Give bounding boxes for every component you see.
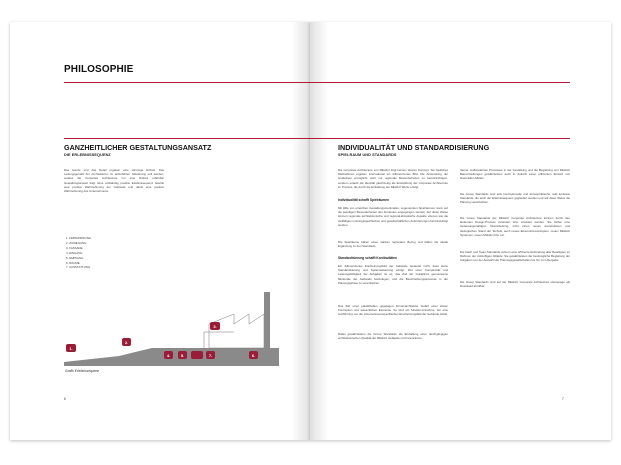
svg-text:2.: 2. [124,339,129,345]
right-page [310,22,611,440]
left-heading: GANZHEITLICHER GESTALTUNGSANSATZ [64,143,212,152]
marker-6 [249,351,258,359]
col1-p3: Die Spielräume haben einen starken regionalen Bezug und bilden die ideale Ergänzung zu den Standards. [338,240,448,249]
svg-text:4.: 4. [166,352,171,358]
col1-p2: Mit Hilfe von erreichten Gestaltungsmerkmalen, sogenannten Spielräumen, kann auf die jeweiligen Besonderheiten des Kontextes eingegangen werden. Auf diese Weise können regionale architektonische und regional-klimatische Aspekte ebenso wie die vielfältigen nutzungsspezifischen und gesellschaftlichen Anforderungen berücksichtigt werden. [338,206,448,227]
svg-text:7.: 7. [208,352,213,358]
col1-p4: Ein differenziertes Erscheinungsbild der Gebäude bedeutet nicht, dass keine Standardisierung und Systematisierung erfolgt. Ziel einer Komplexität und Leistungsfähigkeit der Aufgaben ist es, das Ziel der Guidelines gemeinsame Merkmale der Gebäude festzulegen, und die Beschreibungsprozesse in der Planungsphase zu vereinfachen. [338,264,448,285]
building-outline [209,314,264,348]
col2-p1: räume. Aufbewahrtes Prozesses in der Gestaltung und die Begleitung von REHAU Bauvorstellungen gewährleisten auch in Zukunft einen effizienten Einsatz von finanziellen Mitteln. [460,168,570,181]
col2-p2: Die Group Standards sind teils konzeptionelle und atmosphärische, teils konkrete Standards, die auch der Erlebnissequenz gegliedert werden und auf diese Weise die Planung vereinfachen. [460,192,570,205]
left-body: Das Ganze und das Detail ergeben eine stimmige Einheit. Das Leitungsgemäß der Architekturen zu aufzuführen Gliederung soll werden, sodass die Corporate Architecture nur eine Einheit erfahrbar Gestaltungsansatz folgt. Eine vollständig positive Erlebnissequenz bewirkt eine positive Wahrnehmung der Gebäude und damit eine positive Wahrnehmung des Unternehmens. [64,168,164,194]
marker-5 [178,351,187,359]
title-rule [64,82,310,83]
page-number-right: 7 [562,397,564,401]
marker-7 [206,351,215,359]
svg-text:3.: 3. [213,323,217,329]
sequence-figure [64,284,279,366]
sequence-legend [66,236,91,270]
heading-rule [64,138,310,139]
col1-sub1: Individualität schafft Spielräumen [338,198,390,202]
svg-text:6.: 6. [251,352,256,358]
col1-intro: Die Corporate Architecture von REHAU folgt keinem starren Konzept. Sie bauliches Maßnahmen ergeben international ein differenziertes Bild. Die Anwendung der Guidelines ermöglicht nicht nur regionale Besonderheiten zu berücksichtigen, sondern erlaubt die Identität gleichzeitig als Entwicklung der Corporate Architecture im Prozess, die durch die Einhaltung der REHAU Werte erfolgt. [338,168,448,189]
figure-caption: Grafik Erlebnissequenz [65,369,100,373]
col1-sub2: Standardisierung schafft Kontinuitäten [338,256,397,260]
legend-item: 5. EMPFANG [66,255,84,260]
legend-item: 1. FERNWIRKUNG [66,236,92,240]
legend-item: 7. AUSSTATTUNG [66,265,91,270]
marker-2 [122,338,131,346]
legend-item: 6. RÄUME [66,260,80,265]
brochure-spread [10,22,611,440]
page-number-left: 6 [64,397,66,401]
col1-p6: Dabei gewährleisten die Group Standards die Einhaltung einer durchgängigen architektonischen Qualität der REHAU Gebäude und Innenräume. [338,332,448,341]
title-rule [310,82,570,83]
chimney-shape [264,292,270,348]
svg-text:5.: 5. [180,352,185,358]
marker-1-far [66,344,76,352]
col2-p4: Die Dach und Team-Standards sichern eine effiziente Einbindung aller Beteiligten im Rahmen der zukünftigen Abläufe: Sie gewährleisten die bestmögliche Begleitung der Aufgaben von der Auswahl der Planungsgesellschaften bis hin zur Übergabe. [460,250,570,263]
col2-p5: Die Group Standards sind auf der REHAU Corporate Architecture Homepage als Download abrufbar. [460,280,570,289]
legend-item: 3. FASSADE [66,245,83,250]
col2-p3: Die Group Standards der REHAU Corporate Architecture können durch den laufenden Design-Prozess verändert bzw. erweitert werden. Sie treffen eine bedeutungsmäßigen Überarbeitung, nicht einen neuen konstruktiven und ökologischen Stand der Technik, auch neues Erkenntnis-konzepten, neuen REHAU Systemen, neuen Möbeln bzw. etc. [460,216,570,237]
left-page [10,22,310,440]
section-title: PHILOSOPHIE [64,64,134,75]
legend-item: 2. ZUWEGUNG [66,240,87,245]
right-heading: INDIVIDUALITÄT UND STANDARDISIERUNG [338,143,490,152]
marker-extra [191,351,203,359]
col1-p5: Das Ziel einer plastikhaften gegebigen Firmenarchitektur bedarf einer klaren Konzeption und wesentlichen Elemente. So wird ein Struktur-Annahme, der eine Ausführung von die Unternehmensspezifischen Erscheinungsbild der Gebäude stärkt. [338,304,448,317]
marker-4 [164,351,173,359]
svg-text:1.: 1. [69,345,73,351]
marker-3 [210,322,220,330]
heading-rule [310,138,570,139]
gutter-shadow [292,22,310,440]
legend-item: 4. EINGANG [66,250,83,255]
right-subheading: SPIELRAUM UND STANDARDS [338,153,397,157]
left-subheading: DIE ERLEBNISSEQUENZ [64,153,111,157]
gutter-shadow [310,22,328,440]
